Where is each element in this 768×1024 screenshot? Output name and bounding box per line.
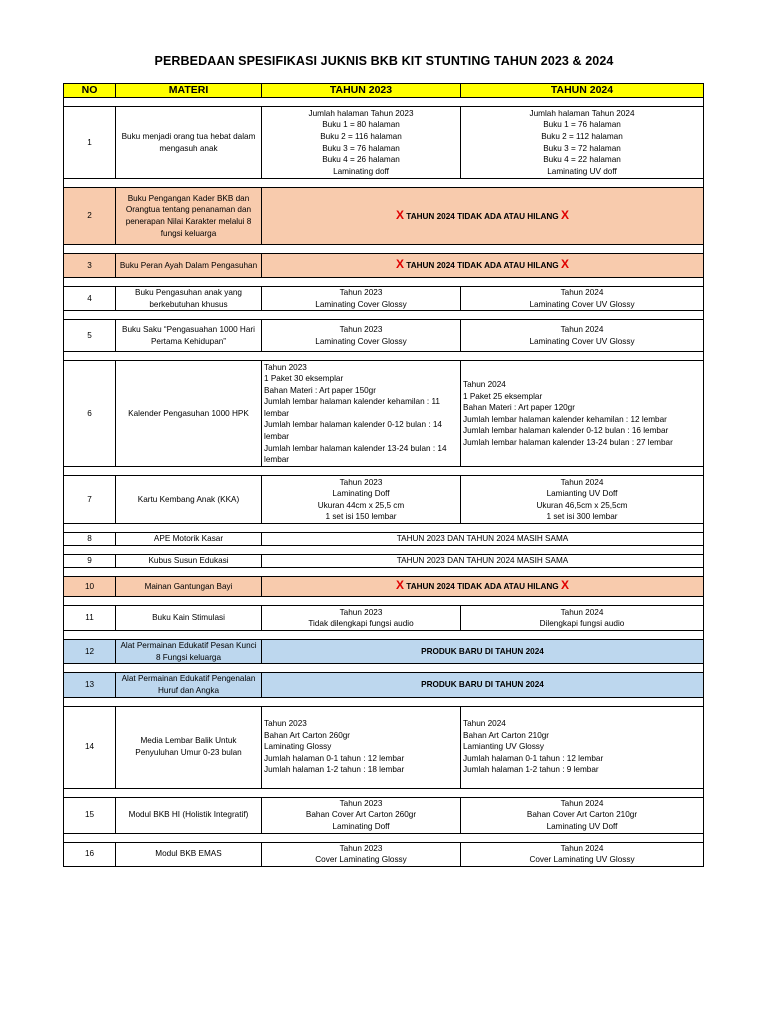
table-row — [64, 606, 704, 631]
page-title: PERBEDAAN SPESIFIKASI JUKNIS BKB KIT STUNTING TAHUN 2023 & 2024 — [154, 54, 614, 68]
row-2024: Tahun 2024 Dilengkapi fungsi audio — [461, 606, 704, 631]
row-materi: Media Lembar Balik Untuk Penyuluhan Umur 0-23 bulan — [116, 706, 262, 788]
spacer-row — [64, 568, 704, 577]
row-2023: Tahun 2023 Laminating Cover Glossy — [262, 320, 461, 352]
row-2023: Tahun 2023 Laminating Doff Ukuran 44cm x 25,5 cm 1 set isi 150 lembar — [262, 476, 461, 524]
table-row — [64, 361, 704, 467]
row-materi: Buku menjadi orang tua hebat dalam mengasuh anak — [116, 107, 262, 179]
table-row — [64, 706, 704, 788]
x-mark-icon: X — [560, 257, 569, 272]
same-note: TAHUN 2023 DAN TAHUN 2024 MASIH SAMA — [262, 555, 704, 568]
row-no: 8 — [64, 533, 116, 546]
table-row — [64, 254, 704, 278]
table-row — [64, 476, 704, 524]
row-no: 13 — [64, 673, 116, 697]
row-no: 1 — [64, 107, 116, 179]
spacer-row — [64, 179, 704, 188]
row-no: 11 — [64, 606, 116, 631]
new-product-note: PRODUK BARU DI TAHUN 2024 — [262, 673, 704, 697]
header-2024: TAHUN 2024 — [461, 84, 704, 98]
removed-note: X TAHUN 2024 TIDAK ADA ATAU HILANG X — [262, 254, 704, 278]
spacer-row — [64, 788, 704, 797]
table-row — [64, 797, 704, 833]
header-no: NO — [64, 84, 116, 98]
header-row — [64, 84, 704, 98]
row-materi: Mainan Gantungan Bayi — [116, 577, 262, 597]
spacer-row — [64, 697, 704, 706]
new-product-note: PRODUK BARU DI TAHUN 2024 — [262, 640, 704, 664]
spacer-row — [64, 352, 704, 361]
row-2024: Tahun 2024 Bahan Cover Art Carton 210gr Laminating UV Doff — [461, 797, 704, 833]
row-no: 15 — [64, 797, 116, 833]
row-materi: Buku Pengangan Kader BKB dan Orangtua tentang penanaman dan penerapan Nilai Karakter melalui 8 fungsi keluarga — [116, 188, 262, 245]
row-no: 6 — [64, 361, 116, 467]
row-no: 16 — [64, 842, 116, 866]
x-mark-icon: X — [396, 578, 405, 593]
table-row — [64, 188, 704, 245]
table-row — [64, 577, 704, 597]
row-materi: Modul BKB EMAS — [116, 842, 262, 866]
row-materi: Alat Permainan Edukatif Pengenalan Huruf dan Angka — [116, 673, 262, 697]
header-2023: TAHUN 2023 — [262, 84, 461, 98]
row-2024: Jumlah halaman Tahun 2024 Buku 1 = 76 halaman Buku 2 = 112 halaman Buku 3 = 72 halaman Buku 4 = 22 halaman Laminating UV doff — [461, 107, 704, 179]
x-mark-icon: X — [396, 257, 405, 272]
row-materi: Kartu Kembang Anak (KKA) — [116, 476, 262, 524]
row-materi: Buku Saku “Pengasuahan 1000 Hari Pertama Kehidupan” — [116, 320, 262, 352]
row-materi: Kalender Pengasuhan 1000 HPK — [116, 361, 262, 467]
row-no: 5 — [64, 320, 116, 352]
row-2023: Tahun 2023 Bahan Cover Art Carton 260gr Laminating Doff — [262, 797, 461, 833]
row-2023: Tahun 2023 Cover Laminating Glossy — [262, 842, 461, 866]
spacer-row — [64, 833, 704, 842]
row-no: 9 — [64, 555, 116, 568]
spacer-row — [64, 664, 704, 673]
row-2023: Jumlah halaman Tahun 2023 Buku 1 = 80 halaman Buku 2 = 116 halaman Buku 3 = 76 halaman Buku 4 = 26 halaman Laminating doff — [262, 107, 461, 179]
row-2023: Tahun 2023 1 Paket 30 eksemplar Bahan Materi : Art paper 150gr Jumlah lembar halaman kalender kehamilan : 11 lembar Jumlah lembar halaman kalender 0-12 bulan : 14 lembar Jumlah lembar halaman kalender 13-24 bulan : 14 lembar — [262, 361, 461, 467]
row-materi: Buku Kain Stimulasi — [116, 606, 262, 631]
table-row — [64, 533, 704, 546]
table-row — [64, 673, 704, 697]
row-2024: Tahun 2024 Lamianting UV Doff Ukuran 46,5cm x 25,5cm 1 set isi 300 lembar — [461, 476, 704, 524]
table-row — [64, 555, 704, 568]
spacer-row — [64, 597, 704, 606]
row-materi: Buku Pengasuhan anak yang berkebutuhan khusus — [116, 287, 262, 311]
row-no: 7 — [64, 476, 116, 524]
spacer-row — [64, 245, 704, 254]
spacer-row — [64, 278, 704, 287]
row-materi: APE Motorik Kasar — [116, 533, 262, 546]
row-materi: Alat Permainan Edukatif Pesan Kunci 8 Fungsi keluarga — [116, 640, 262, 664]
spacer-row — [64, 467, 704, 476]
row-no: 3 — [64, 254, 116, 278]
table-row — [64, 640, 704, 664]
row-no: 10 — [64, 577, 116, 597]
row-no: 12 — [64, 640, 116, 664]
row-2023: Tahun 2023 Tidak dilengkapi fungsi audio — [262, 606, 461, 631]
spacer-row — [64, 524, 704, 533]
row-2024: Tahun 2024 Laminating Cover UV Glossy — [461, 287, 704, 311]
row-2024: Tahun 2024 1 Paket 25 eksemplar Bahan Materi : Art paper 120gr Jumlah lembar halaman kalender kehamilan : 12 lembar Jumlah lembar halaman kalender 0-12 bulan : 16 lembar Jumlah lembar halaman kalender 13-24 bulan : 27 lembar — [461, 361, 704, 467]
row-no: 4 — [64, 287, 116, 311]
spacer-row — [64, 631, 704, 640]
x-mark-icon: X — [560, 207, 569, 222]
spec-table — [63, 83, 704, 867]
spacer-row — [64, 98, 704, 107]
row-no: 2 — [64, 188, 116, 245]
header-materi: MATERI — [116, 84, 262, 98]
removed-note: X TAHUN 2024 TIDAK ADA ATAU HILANG X — [262, 577, 704, 597]
row-materi: Kubus Susun Edukasi — [116, 555, 262, 568]
same-note: TAHUN 2023 DAN TAHUN 2024 MASIH SAMA — [262, 533, 704, 546]
row-no: 14 — [64, 706, 116, 788]
x-mark-icon: X — [396, 207, 405, 222]
spacer-row — [64, 546, 704, 555]
row-materi: Buku Peran Ayah Dalam Pengasuhan — [116, 254, 262, 278]
table-row — [64, 320, 704, 352]
row-2024: Tahun 2024 Laminating Cover UV Glossy — [461, 320, 704, 352]
row-2024: Tahun 2024 Bahan Art Carton 210gr Lamianting UV Glossy Jumlah halaman 0-1 tahun : 12 lembar Jumlah halaman 1-2 tahun : 9 lembar — [461, 706, 704, 788]
table-row — [64, 107, 704, 179]
removed-note: X TAHUN 2024 TIDAK ADA ATAU HILANG X — [262, 188, 704, 245]
table-row — [64, 287, 704, 311]
row-2023: Tahun 2023 Laminating Cover Glossy — [262, 287, 461, 311]
table-row — [64, 842, 704, 866]
spacer-row — [64, 311, 704, 320]
row-2023: Tahun 2023 Bahan Art Carton 260gr Laminating Glossy Jumlah halaman 0-1 tahun : 12 lembar Jumlah halaman 1-2 tahun : 18 lembar — [262, 706, 461, 788]
row-materi: Modul BKB HI (Holistik Integratif) — [116, 797, 262, 833]
x-mark-icon: X — [560, 578, 569, 593]
row-2024: Tahun 2024 Cover Laminating UV Glossy — [461, 842, 704, 866]
